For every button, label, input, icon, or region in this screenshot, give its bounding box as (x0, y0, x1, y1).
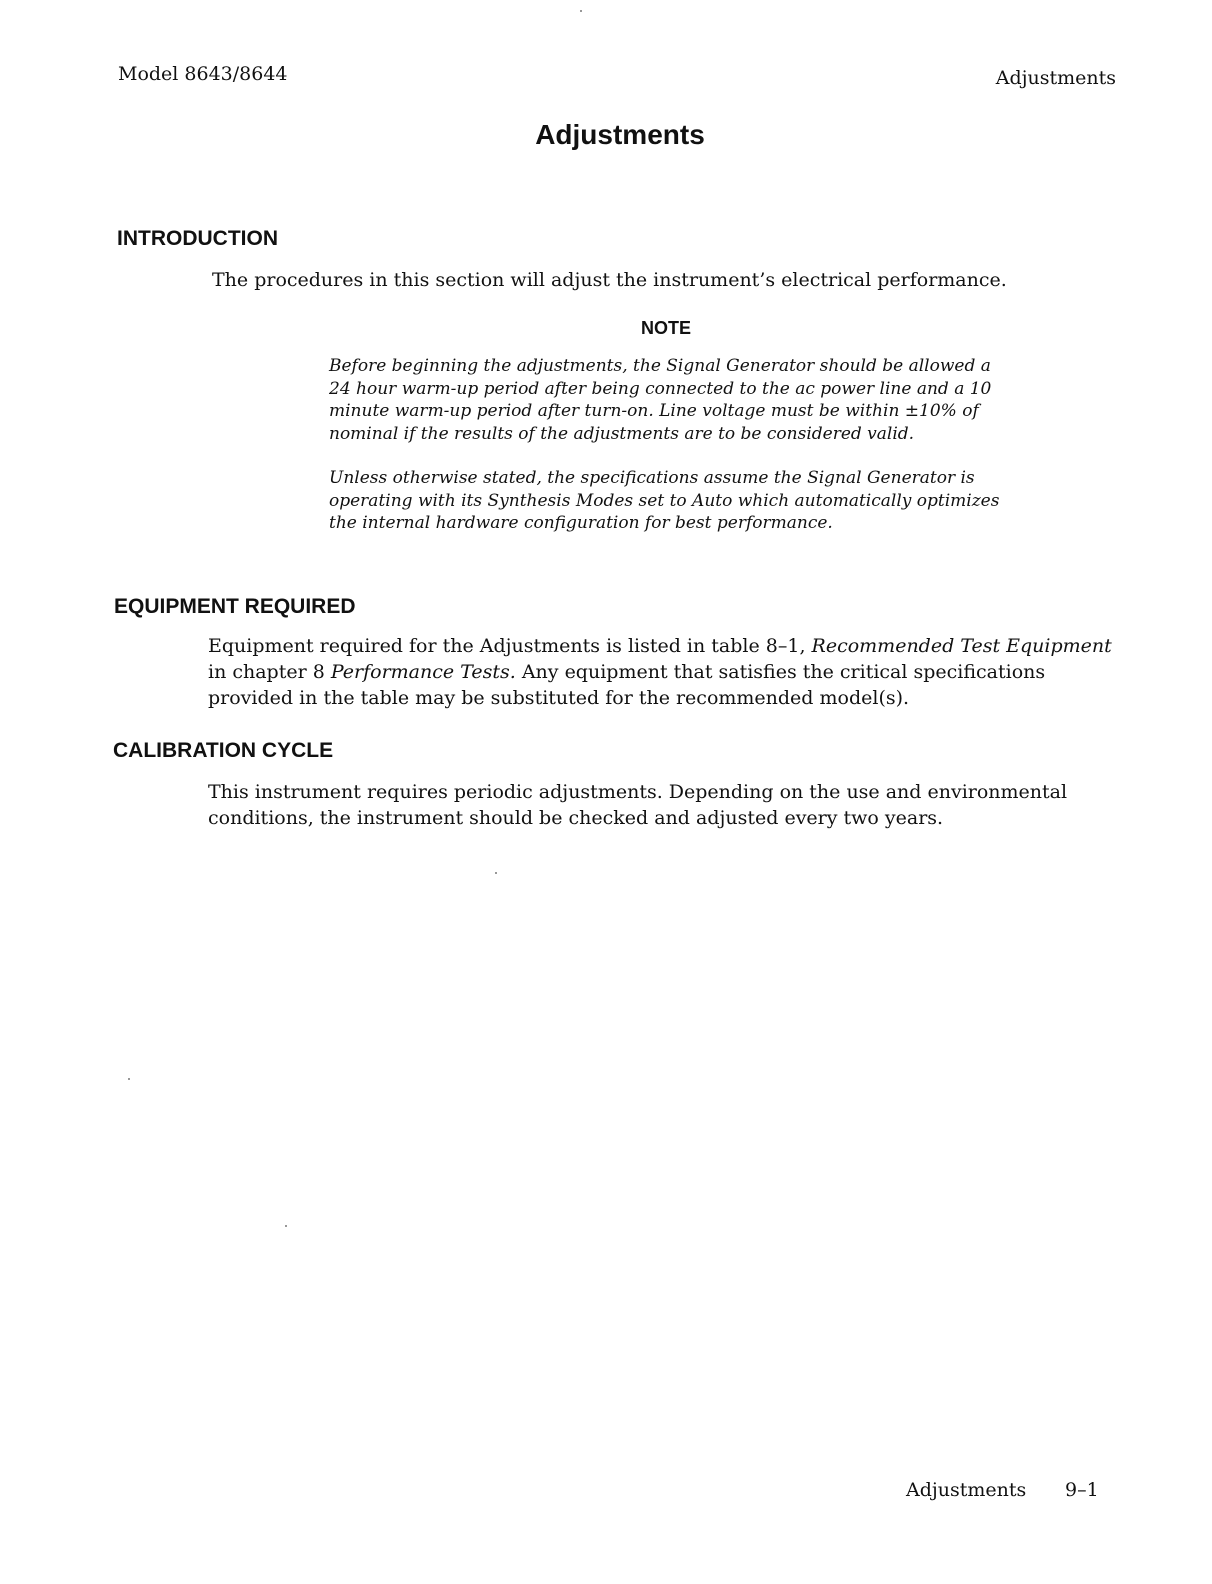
introduction-text: The procedures in this section will adjust the instrument’s electrical performance. (212, 269, 1007, 291)
equipment-required-heading: EQUIPMENT REQUIRED (114, 595, 356, 618)
note-label: NOTE (640, 318, 691, 338)
scan-speck (495, 872, 497, 874)
introduction-heading: INTRODUCTION (117, 227, 278, 250)
equipment-text-part1: Equipment required for the Adjustments is listed in table 8–1, (208, 635, 812, 657)
running-head-section: Adjustments (995, 67, 1116, 89)
scan-speck (580, 10, 582, 12)
page-title: Adjustments (535, 119, 705, 150)
scan-speck (285, 1225, 287, 1227)
calibration-cycle-text: This instrument requires periodic adjustments. Depending on the use and environmental conditions, the instrument should be checked and adjusted every two years. (208, 781, 1068, 829)
scan-speck (128, 1078, 130, 1080)
chapter-title-reference: Performance Tests. (330, 661, 516, 683)
calibration-cycle-heading: CALIBRATION CYCLE (113, 739, 334, 762)
note-paragraph: Unless otherwise stated, the specifications assume the Signal Generator is operating with its Synthesis Modes set to Auto which automatically optimizes the internal hardware configuration for best performance. (329, 468, 1000, 533)
running-head-model: Model 8643/8644 (118, 63, 288, 85)
equipment-text-part3: Any equipment that satisfies the critical specifications provided in the table may be substituted for the recommended model(s). (208, 661, 1046, 709)
equipment-text-part2: in chapter 8 (208, 661, 331, 683)
note-paragraph: Before beginning the adjustments, the Signal Generator should be allowed a 24 hour warm-up period after being connected to the ac power line and a 10 minute warm-up period after turn-on. Line voltage must be within ±10% of nominal if the results of the adjustments are to be considered valid. (329, 356, 992, 444)
footer-section-label: Adjustments (906, 1479, 1027, 1501)
page-number: 9–1 (1065, 1479, 1099, 1501)
table-title-reference: Recommended Test Equipment (811, 635, 1112, 657)
equipment-required-text (208, 633, 1113, 711)
